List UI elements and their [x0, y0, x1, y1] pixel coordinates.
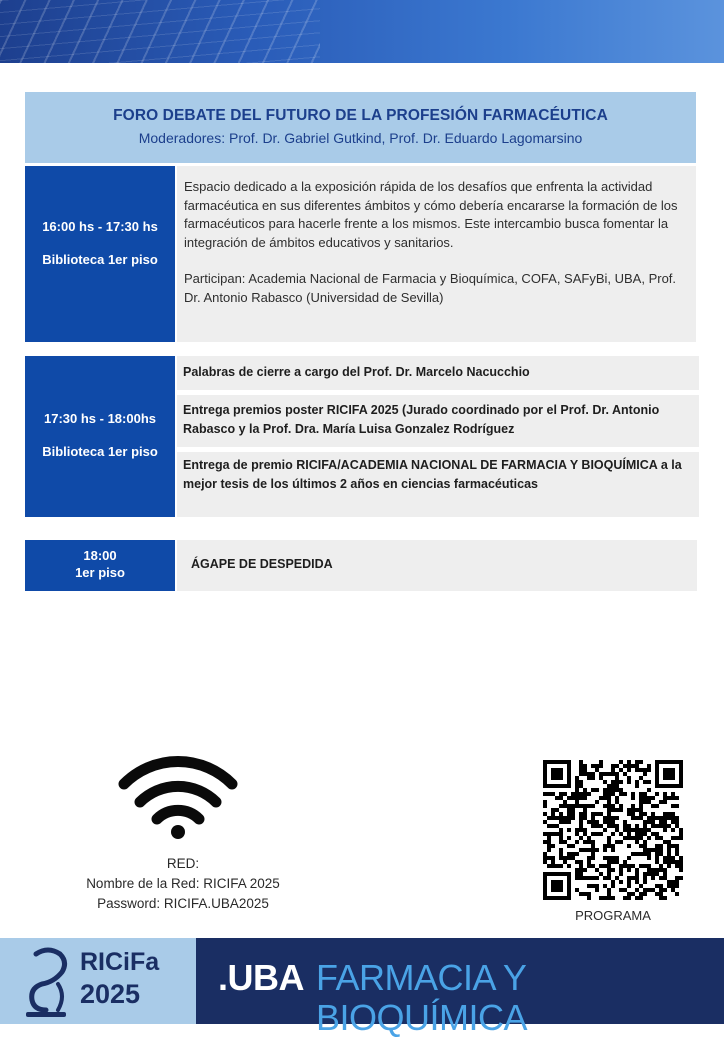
session-1-time: 16:00 hs - 17:30 hs [42, 219, 158, 234]
session-3-item [177, 540, 697, 591]
wifi-info [48, 854, 318, 914]
wifi-icon [118, 752, 238, 842]
forum-title: FORO DEBATE DEL FUTURO DE LA PROFESIÓN FARMACÉUTICA [113, 107, 608, 124]
session-3-time: 18:00 [83, 548, 117, 563]
session-2-item-1 [177, 356, 699, 390]
top-banner [0, 0, 724, 63]
forum-header [25, 92, 696, 163]
session-2-item-3-text: Entrega de premio RICIFA/ACADEMIA NACIONAL DE FARMACIA Y BIOQUÍMICA a la mejor tesis de los últimos 2 años en ciencias farmacéuticas [183, 458, 682, 491]
session-2-item-1-text: Palabras de cierre a cargo del Prof. Dr. Marcelo Nacucchio [183, 365, 530, 379]
session-1 [25, 166, 696, 342]
wifi-network: Nombre de la Red: RICIFA 2025 [86, 876, 280, 891]
session-3-item-text: ÁGAPE DE DESPEDIDA [191, 557, 333, 571]
session-1-time-cell [25, 166, 175, 342]
ricifa-logo-icon [18, 944, 76, 1020]
session-2-item-3 [177, 452, 699, 517]
session-2-time-cell [25, 356, 175, 517]
session-3-time-cell [25, 540, 175, 591]
session-1-place: Biblioteca 1er piso [42, 252, 158, 267]
ricifa-logo-year: 2025 [80, 979, 141, 1009]
session-1-description: Espacio dedicado a la exposición rápida de los desafíos que enfrenta la actividad farmacéutica en sus diferentes ámbitos y cómo debería encararse la formación de los farmacéuticos para hacerle frente a los mismos. Este intercambio busca fomentar la integración de ámbitos educativos y sanitarios. [184, 179, 678, 250]
session-2 [25, 356, 699, 517]
session-1-description-cell [177, 166, 696, 342]
uba-logo-text: .UBA [218, 957, 304, 998]
session-2-place: Biblioteca 1er piso [42, 444, 158, 459]
session-3-place: 1er piso [75, 565, 125, 580]
session-2-item-2 [177, 395, 699, 447]
forum-moderators: Moderadores: Prof. Dr. Gabriel Gutkind, Prof. Dr. Eduardo Lagomarsino [138, 130, 583, 146]
wifi-password: Password: RICIFA.UBA2025 [97, 896, 269, 911]
banner-building-pattern [0, 0, 320, 63]
faculty-name: FARMACIA Y BIOQUÍMICA [316, 957, 528, 1038]
session-2-item-2-text: Entrega premios poster RICIFA 2025 (Jurado coordinado por el Prof. Dr. Antonio Rabasco y la Prof. Dra. María Luisa Gonzalez Rodríguez [183, 403, 660, 436]
qr-code[interactable] [543, 760, 683, 900]
qr-label: PROGRAMA [575, 908, 651, 923]
session-3 [25, 540, 697, 591]
ricifa-logo-text: RICiFa [80, 948, 160, 976]
session-1-participants: Participan: Academia Nacional de Farmacia y Bioquímica, COFA, SAFyBi, UBA, Prof. Dr. Antonio Rabasco (Universidad de Sevilla) [184, 271, 677, 305]
session-2-time: 17:30 hs - 18:00hs [43, 411, 156, 426]
wifi-label: RED: [166, 856, 200, 871]
